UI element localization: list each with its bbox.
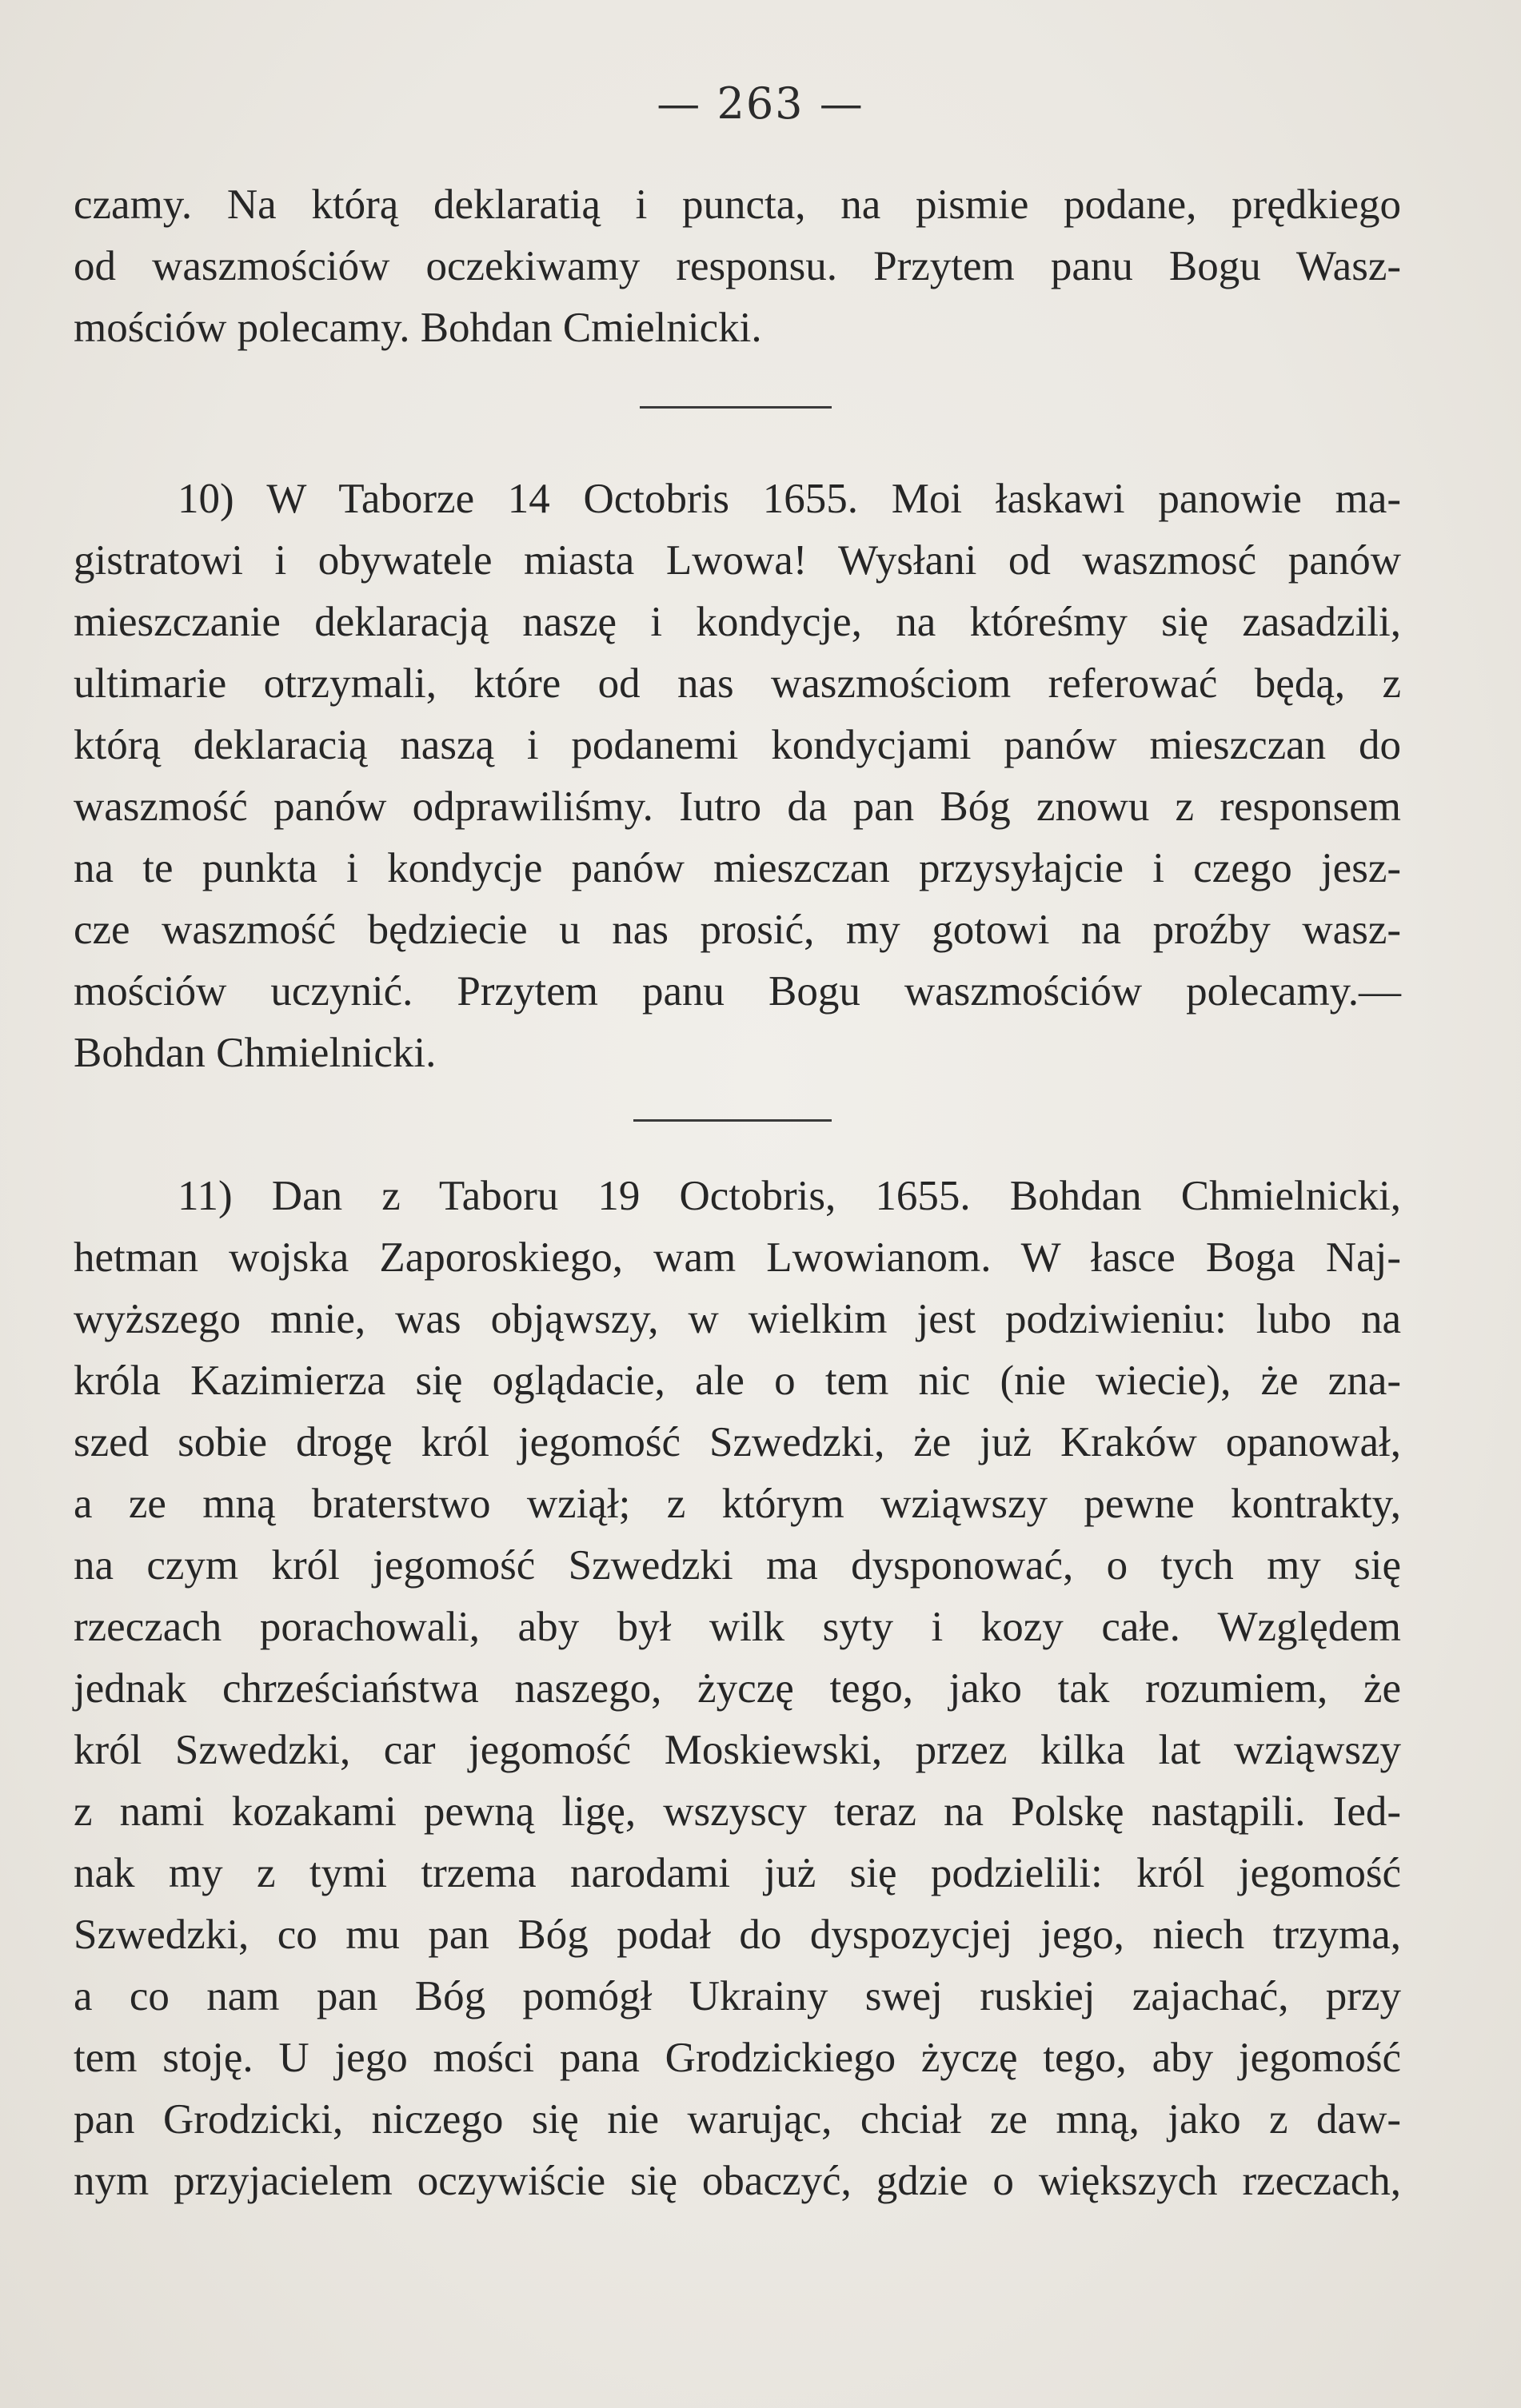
letter-11-paragraph	[74, 1166, 1401, 2212]
text-line: mościów uczynić. Przytem panu Bogu waszmościów polecamy.—	[74, 968, 1401, 1015]
text-line: na te punkta i kondycje panów mieszczan przysyłajcie i czego jesz-	[74, 845, 1401, 891]
text-line: a co nam pan Bóg pomógł Ukrainy swej ruskiej zajachać, przy	[74, 1973, 1401, 2019]
text-line: 10) W Taborze 14 Octobris 1655. Moi łaskawi panowie ma-	[178, 476, 1401, 522]
text-line: waszmość panów odprawiliśmy. Iutro da pan Bóg znowu z responsem	[74, 783, 1401, 830]
text-line: hetman wojska Zaporoskiego, wam Lwowianom. W łasce Boga Naj-	[74, 1234, 1401, 1281]
text-line: nym przyjacielem oczywiście się obaczyć, gdzie o większych rzeczach,	[74, 2158, 1401, 2204]
text-line: od waszmościów oczekiwamy responsu. Przytem panu Bogu Wasz-	[74, 243, 1401, 289]
paragraph-continuation	[74, 174, 1401, 359]
text-line: wyższego mnie, was objąwszy, w wielkim jest podziwieniu: lubo na	[74, 1296, 1401, 1342]
text-line: szed sobie drogę król jegomość Szwedzki, że już Kraków opanował,	[74, 1419, 1401, 1465]
text-line: z nami kozakami pewną ligę, wszyscy teraz na Polskę nastąpili. Ied-	[74, 1788, 1401, 1835]
text-line: 11) Dan z Taboru 19 Octobris, 1655. Bohdan Chmielnicki,	[178, 1173, 1401, 1219]
text-line: tem stoję. U jego mości pana Grodzickiego życzę tego, aby jegomość	[74, 2035, 1401, 2081]
text-line: króla Kazimierza się oglądacie, ale o tem nic (nie wiecie), że zna-	[74, 1357, 1401, 1404]
text-line: król Szwedzki, car jegomość Moskiewski, przez kilka lat wziąwszy	[74, 1727, 1401, 1773]
text-line: na czym król jegomość Szwedzki ma dysponować, o tych my się	[74, 1542, 1401, 1589]
text-line: gistratowi i obywatele miasta Lwowa! Wysłani od waszmosć panów	[74, 537, 1401, 584]
text-line: czamy. Na którą deklaratią i puncta, na pismie podane, prędkiego	[74, 181, 1401, 228]
text-line: mieszczanie deklaracją naszę i kondycje, na któreśmy się zasadzili,	[74, 599, 1401, 645]
text-line: jednak chrześciaństwa naszego, życzę tego, jako tak rozumiem, że	[74, 1665, 1401, 1712]
text-line: mościów polecamy. Bohdan Cmielnicki.	[74, 305, 762, 351]
text-line: cze waszmość będziecie u nas prosić, my gotowi na proźby wasz-	[74, 907, 1401, 953]
section-divider	[633, 1119, 832, 1122]
text-line: Bohdan Chmielnicki.	[74, 1030, 437, 1076]
text-line: rzeczach porachowali, aby był wilk syty i kozy całe. Względem	[74, 1604, 1401, 1650]
text-line: ultimarie otrzymali, które od nas waszmościom referować będą, z	[74, 660, 1401, 707]
text-line: a ze mną braterstwo wziął; z którym wziąwszy pewne kontrakty,	[74, 1481, 1401, 1527]
section-divider	[640, 406, 832, 409]
text-line: którą deklaracią naszą i podanemi kondycjami panów mieszczan do	[74, 722, 1401, 768]
text-line: pan Grodzicki, niczego się nie warując, chciał ze mną, jako z daw-	[74, 2096, 1401, 2143]
page-number: — 263 —	[657, 78, 864, 129]
text-line: nak my z tymi trzema narodami już się podzielili: król jegomość	[74, 1850, 1401, 1896]
letter-10-paragraph	[74, 468, 1401, 1084]
text-line: Szwedzki, co mu pan Bóg podał do dyspozycjej jego, niech trzyma,	[74, 1912, 1401, 1958]
